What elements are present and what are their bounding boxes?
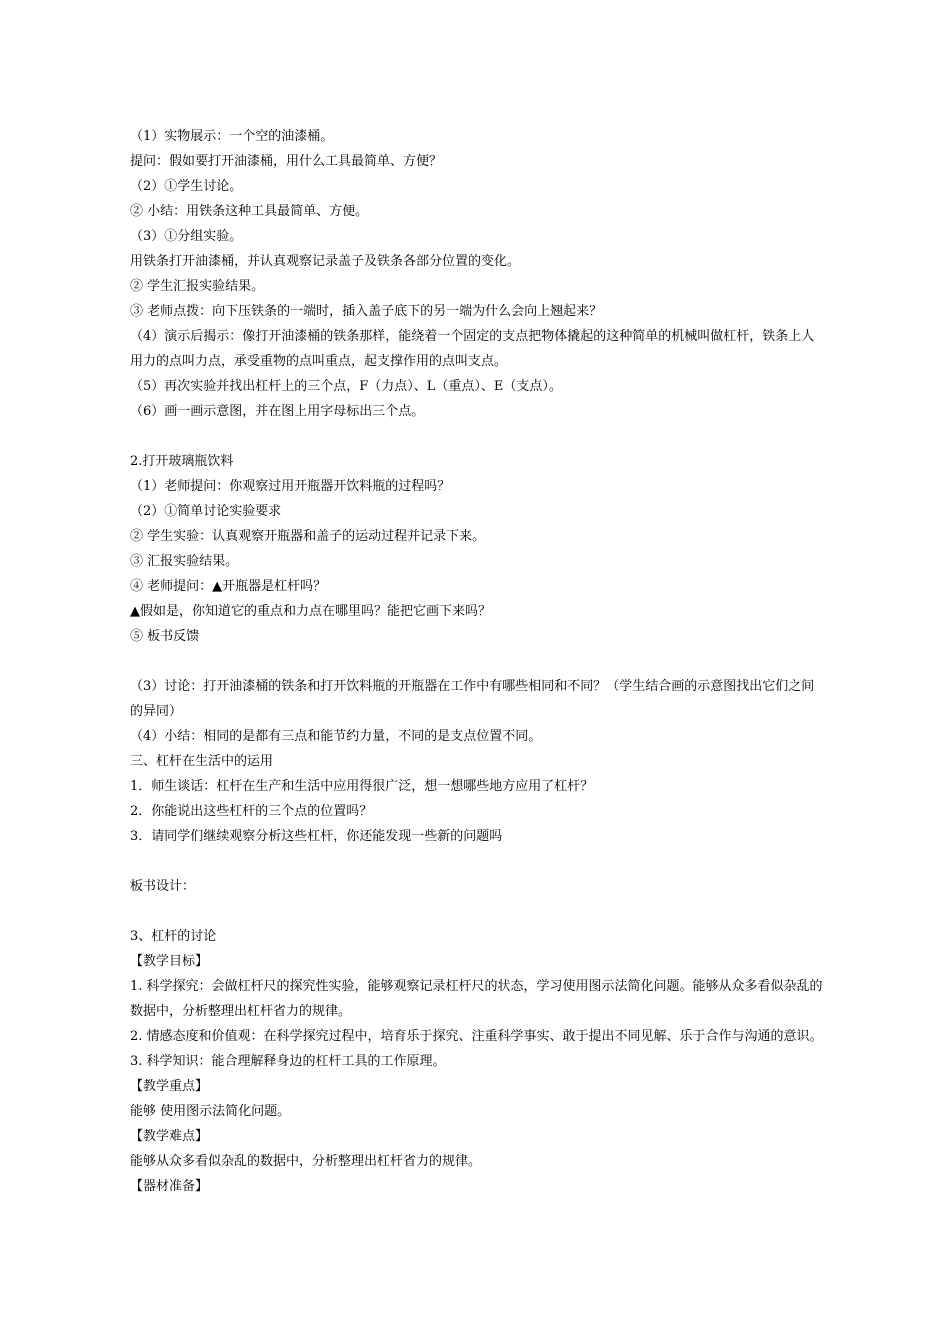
blank-line xyxy=(130,899,825,924)
text-line: ③ 汇报实验结果。 xyxy=(130,554,239,569)
text-line: 3．请同学们继续观察分析这些杠杆，你还能发现一些新的问题吗 xyxy=(130,829,503,844)
text-line: 【器材准备】 xyxy=(130,1179,209,1194)
text-line: （3）①分组实验。 xyxy=(130,229,243,244)
text-line: ▲假如是，你知道它的重点和力点在哪里吗？能把它画下来吗？ xyxy=(130,604,491,619)
text-line: 3. 科学知识：能合理解释身边的杠杆工具的工作原理。 xyxy=(130,1054,446,1069)
text-line: （1）老师提问：你观察过用开瓶器开饮料瓶的过程吗？ xyxy=(130,479,451,494)
text-line: 三、杠杆在生活中的运用 xyxy=(130,754,274,769)
document-body xyxy=(130,124,825,1199)
text-line: 【教学目标】 xyxy=(130,954,209,969)
text-line: 3、杠杆的讨论 xyxy=(130,929,217,944)
text-line: 提问：假如要打开油漆桶，用什么工具最简单、方便？ xyxy=(130,154,443,169)
text-line: ② 学生实验：认真观察开瓶器和盖子的运动过程并记录下来。 xyxy=(130,529,486,544)
text-line: （2）①学生讨论。 xyxy=(130,179,243,194)
text-line: （4）小结：相同的是都有三点和能节约力量，不同的是支点位置不同。 xyxy=(130,729,542,744)
text-line: ③ 老师点拨：向下压铁条的一端时，插入盖子底下的另一端为什么会向上翘起来？ xyxy=(130,304,603,319)
text-line: ⑤ 板书反馈 xyxy=(130,629,200,644)
text-line: 【教学重点】 xyxy=(130,1079,209,1094)
blank-line xyxy=(130,424,825,449)
text-line: （4）演示后揭示：像打开油漆桶的铁条那样，能绕着一个固定的支点把物体撬起的这种简单的机械叫做杠杆，铁条上人用力的点叫力点，承受重物的点叫重点，起支撑作用的点叫支点。 xyxy=(130,329,815,369)
text-line: （6）画一画示意图，并在图上用字母标出三个点。 xyxy=(130,404,425,419)
text-line: 用铁条打开油漆桶，并认真观察记录盖子及铁条各部分位置的变化。 xyxy=(130,254,521,269)
text-line: 2. 情感态度和价值观：在科学探究过程中，培育乐于探究、注重科学事实、敢于提出不同见解、乐于合作与沟通的意识。 xyxy=(130,1029,823,1044)
text-line: ② 学生汇报实验结果。 xyxy=(130,279,265,294)
text-line: （1）实物展示：一个空的油漆桶。 xyxy=(130,129,334,144)
text-line: 1. 科学探究：会做杠杆尺的探究性实验，能够观察记录杠杆尺的状态，学习使用图示法简化问题。能够从众多看似杂乱的数据中，分析整理出杠杆省力的规律。 xyxy=(130,979,823,1019)
text-line: 2．你能说出这些杠杆的三个点的位置吗？ xyxy=(130,804,373,819)
text-line: （3）讨论：打开油漆桶的铁条和打开饮料瓶的开瓶器在工作中有哪些相同和不同？（学生结合画的示意图找出它们之间的异同） xyxy=(130,679,815,719)
text-line: 【教学难点】 xyxy=(130,1129,209,1144)
text-line: 2.打开玻璃瓶饮料 xyxy=(130,454,234,469)
text-line: （2）①简单讨论实验要求 xyxy=(130,504,282,519)
blank-line xyxy=(130,849,825,874)
text-line: （5）再次实验并找出杠杆上的三个点，F（力点）、L（重点）、E（支点）。 xyxy=(130,379,562,394)
blank-line xyxy=(130,649,825,674)
text-line: 能够 使用图示法简化问题。 xyxy=(130,1104,291,1119)
text-line: 板书设计： xyxy=(130,879,196,894)
text-line: 能够从众多看似杂乱的数据中，分析整理出杠杆省力的规律。 xyxy=(130,1154,482,1169)
text-line: 1．师生谈话：杠杆在生产和生活中应用得很广泛，想一想哪些地方应用了杠杆？ xyxy=(130,779,594,794)
text-line: ② 小结：用铁条这种工具最简单、方便。 xyxy=(130,204,369,219)
text-line: ④ 老师提问：▲开瓶器是杠杆吗？ xyxy=(130,579,327,594)
